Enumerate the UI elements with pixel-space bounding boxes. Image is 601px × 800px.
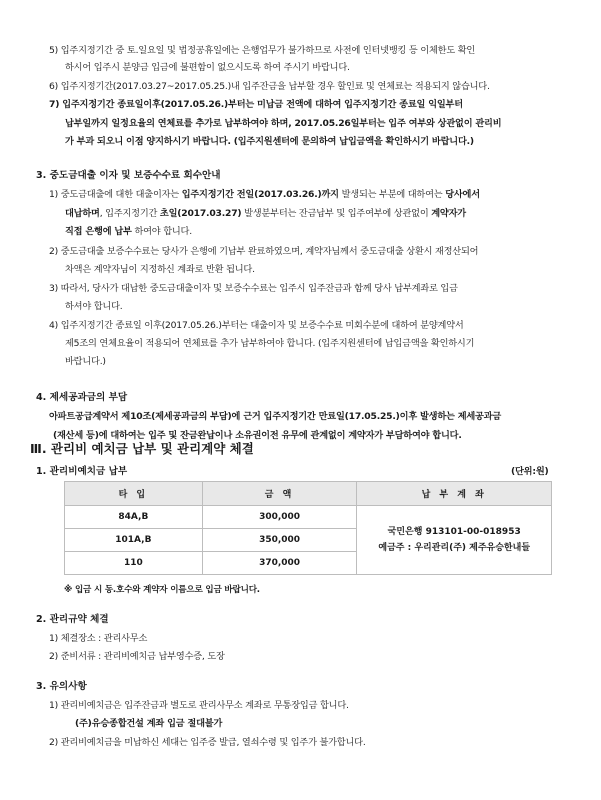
amount-cell: 300,000 [202,506,357,529]
unit-label: (단위:원) [511,466,549,477]
sec4-line-1: 아파트공급계약서 제10조(제세공과금의 부담)에 근거 입주지정기간 만료일(17.05.25.)이후 발생하는 제세공과금 [49,411,502,422]
text-segment: 하여야 합니다. [131,226,192,237]
section-3-heading: 3. 중도금대출 이자 및 보증수수료 회수안내 [36,170,221,181]
type-cell: 101A,B [65,529,203,552]
section-4-heading: 4. 제세공과금의 부담 [36,392,128,403]
text-segment: 대납하며 [65,208,100,219]
table-row [65,506,552,529]
sub-2-heading: 2. 관리규약 체결 [36,614,109,625]
sec3-item-4-line-3: 바랍니다.) [65,356,106,367]
account-holder: 예금주 : 우리관리(주) 제주유승한내들 [378,543,531,553]
sub-3-item-1: 1) 관리비예치금은 입주잔금과 별도로 관리사무소 계좌로 무통장입금 합니다. [49,700,349,711]
text-segment: 입주지정기간 전일(2017.03.26.)까지 [181,189,339,200]
text-segment: 당사에서 [445,189,480,200]
sec3-item-1-line-3 [65,223,192,237]
type-cell: 110 [65,552,203,575]
sec3-item-3-line-1: 3) 따라서, 당사가 대납한 중도금대출이자 및 보증수수료는 입주시 입주잔금과 함께 당사 납부계좌로 입금 [49,283,458,294]
item-7-line-3: 가 부과 되오니 이점 양지하시기 바랍니다. (입주지원센터에 문의하여 납입금액을 확인하시기 바랍니다.) [65,136,474,147]
type-cell: 84A,B [65,506,203,529]
text-segment: , 입주지정기간 [99,208,160,219]
item-5-line-2: 하시어 입주시 분양금 입금에 불편함이 없으시도록 하여 주시기 바랍니다. [65,62,350,73]
sub-2-item: 2) 준비서류 : 관리비예치금 납부영수증, 도장 [49,651,225,662]
text-segment: 1) 중도금대출에 대한 대출이자는 [49,189,182,200]
sec4-line-2: (재산세 등)에 대하여는 입주 및 잔금완납이나 소유권이전 유무에 관계없이 계약자가 부담하여야 합니다. [53,430,462,441]
column-header: 타 입 [65,482,203,506]
sub-3-heading: 3. 유의사항 [36,681,87,692]
sub-2-item: 1) 체결장소 : 관리사무소 [49,633,148,644]
sec3-item-1-line-2 [65,205,466,219]
sub-3-item-2: 2) 관리비예치금을 미납하신 세대는 입주증 발급, 열쇠수령 및 입주가 불가합니다. [49,737,366,748]
text-segment: 초일(2017.03.27) [159,208,242,219]
text-segment: 발생분부터는 잔금납부 및 입주여부에 상관없이 [241,208,432,219]
amount-cell: 370,000 [202,552,357,575]
sec3-item-3-line-2: 하셔야 합니다. [65,301,123,312]
amount-cell: 350,000 [202,529,357,552]
part-3-title-text: Ⅲ. 관리비 예치금 납부 및 관리계약 체결 [30,441,254,456]
sec3-item-4-line-1: 4) 입주지정기간 종료일 이후(2017.05.26.)부터는 대출이자 및 보증수수료 미회수분에 대하여 분양계약서 [49,320,464,331]
text-segment: 계약자가 [431,208,466,219]
column-header: 납 부 계 좌 [357,482,552,506]
fee-table [64,481,552,575]
text-segment: 발생되는 부분에 대하여는 [338,189,446,200]
sec3-item-4-line-2: 제5조의 연체요율이 적용되어 연체료를 추가 납부하여야 합니다. (입주지원센터에 납입금액을 확인하시기 [65,338,475,349]
sec3-item-2-line-1: 2) 중도금대출 보증수수료는 당사가 은행에 기납부 완료하였으며, 계약자님께서 중도금대출 상환시 재정산되어 [49,246,479,257]
item-5-line-1: 5) 입주지정기간 중 토.일요일 및 법정공휴일에는 은행업무가 불가하므로 사전에 인터넷뱅킹 등 이체한도 확인 [49,45,476,56]
item-7-line-2: 납부일까지 일정요율의 연체료를 추가로 납부하여야 하며, 2017.05.26일부터는 입주 여부와 상관없이 관리비 [65,118,502,129]
deposit-note: ※ 입금 시 동.호수와 계약자 이름으로 입금 바랍니다. [64,585,260,595]
item-6-line-1: 6) 입주지정기간(2017.03.27~2017.05.25.)내 입주잔금을 납부할 경우 할인료 및 연체료는 적용되지 않습니다. [49,81,490,92]
column-header: 금 액 [202,482,357,506]
sub-1-heading: 1. 관리비예치금 납부 [36,466,128,477]
sec3-item-1-line-1 [49,186,480,200]
table-header-row [65,482,552,506]
account-cell [357,506,552,575]
account-number: 국민은행 913101-00-018953 [387,527,521,537]
sec3-item-2-line-2: 차액은 계약자님이 지정하신 계좌로 반환 됩니다. [65,264,255,275]
text-segment: 직접 은행에 납부 [65,226,132,237]
sub-3-item-1-bold: (주)유승종합건설 계좌 입금 절대불가 [75,718,223,729]
item-7-line-1: 7) 입주지정기간 종료일이후(2017.05.26.)부터는 미납금 전액에 대하여 입주지정기간 종료일 익일부터 [49,99,463,110]
